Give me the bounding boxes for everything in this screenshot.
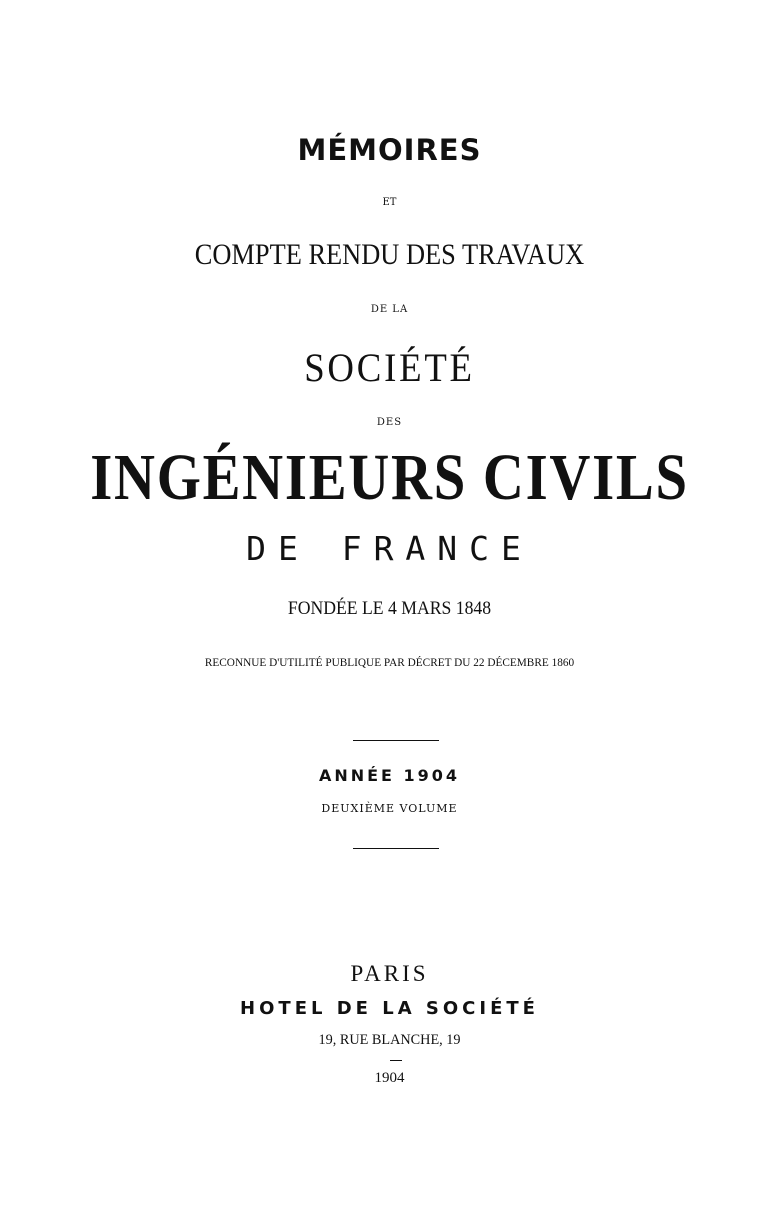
city: PARIS [350,961,429,986]
title-ingenieurs-civils: INGÉNIEURS CIVILS [90,441,689,514]
divider-bottom [353,848,439,849]
founded-date: FONDÉE LE 4 MARS 1848 [287,598,492,619]
title-memoires: MÉMOIRES [297,133,482,167]
divider-small [390,1060,402,1061]
volume-label: DEUXIÈME VOLUME [321,802,458,815]
publisher: HOTEL DE LA SOCIÉTÉ [240,998,539,1019]
title-de-la: DE LA [370,304,409,315]
title-et: ET [382,197,397,208]
title-de-france: DE FRANCE [246,529,533,568]
title-des: DES [376,417,403,428]
divider-top [353,740,439,741]
title-societe: SOCIÉTÉ [304,345,475,390]
publication-year: 1904 [374,1070,405,1086]
recognition-decree: RECONNUE D'UTILITÉ PUBLIQUE PAR DÉCRET DU 22 DÉCEMBRE 1860 [204,655,575,669]
address: 19, RUE BLANCHE, 19 [318,1032,461,1048]
title-compte-rendu: COMPTE RENDU DES TRAVAUX [194,238,585,271]
year-label: ANNÉE 1904 [318,766,461,785]
